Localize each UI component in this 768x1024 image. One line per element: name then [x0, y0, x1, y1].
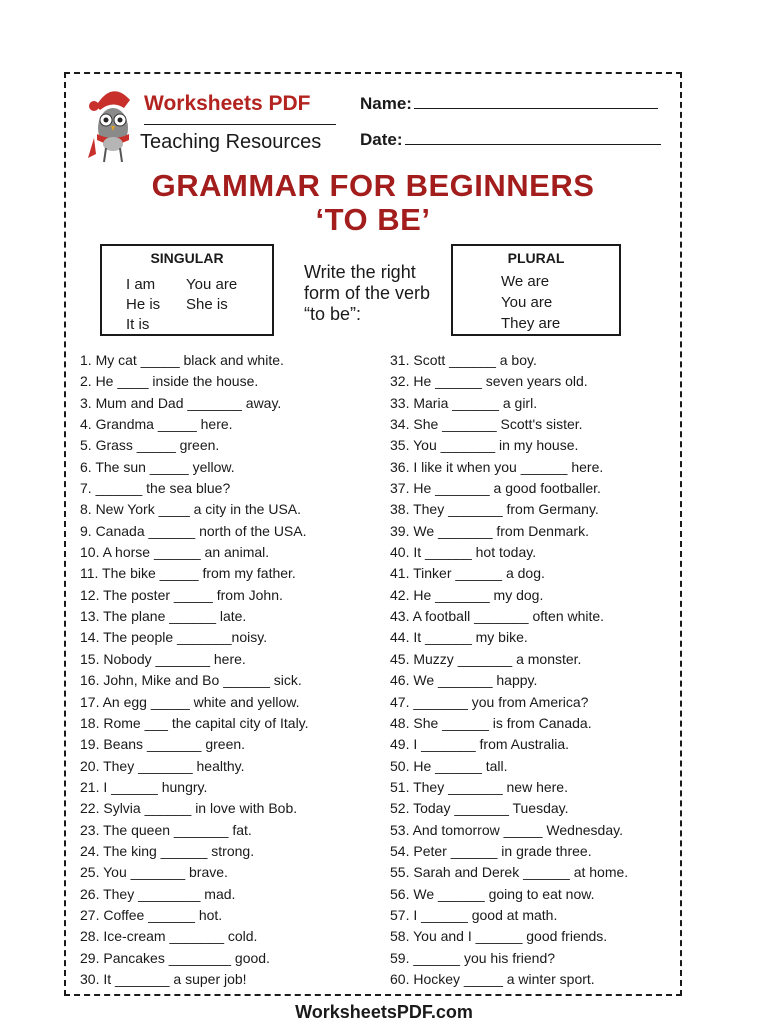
- exercise-item[interactable]: 42. He _______ my dog.: [390, 586, 544, 603]
- date-field[interactable]: [360, 130, 661, 150]
- exercise-item[interactable]: 13. The plane ______ late.: [80, 608, 247, 625]
- exercise-item[interactable]: 52. Today _______ Tuesday.: [390, 800, 569, 817]
- exercise-item[interactable]: 15. Nobody _______ here.: [80, 650, 246, 667]
- exercise-item[interactable]: 11. The bike _____ from my father.: [80, 565, 296, 582]
- exercise-item[interactable]: 12. The poster _____ from John.: [80, 586, 283, 603]
- exercise-item[interactable]: 49. I _______ from Australia.: [390, 736, 569, 753]
- plural-form: They are: [501, 315, 561, 332]
- brand-name: Worksheets PDF: [144, 92, 311, 115]
- page-subtitle: ‘TO BE’: [315, 202, 431, 237]
- date-label: Date:: [360, 130, 403, 149]
- exercise-item[interactable]: 40. It ______ hot today.: [390, 544, 537, 561]
- exercise-item[interactable]: 54. Peter ______ in grade three.: [390, 842, 592, 859]
- page-title: GRAMMAR FOR BEGINNERS: [151, 168, 595, 203]
- footer-url: WorksheetsPDF.com: [295, 1002, 473, 1022]
- exercise-item[interactable]: 58. You and I ______ good friends.: [390, 928, 608, 945]
- name-line[interactable]: [414, 94, 658, 109]
- exercise-item[interactable]: 30. It _______ a super job!: [80, 970, 247, 987]
- exercise-item[interactable]: 41. Tinker ______ a dog.: [390, 565, 545, 582]
- exercise-item[interactable]: 16. John, Mike and Bo ______ sick.: [80, 672, 302, 689]
- exercise-item[interactable]: 47. _______ you from America?: [390, 693, 589, 710]
- plural-form: We are: [501, 273, 550, 290]
- exercise-item[interactable]: 33. Maria ______ a girl.: [390, 394, 538, 411]
- exercise-item[interactable]: 20. They _______ healthy.: [80, 757, 245, 774]
- singular-box: [100, 244, 274, 336]
- exercise-item[interactable]: 9. Canada ______ north of the USA.: [80, 522, 307, 539]
- owl-mascot-icon: [84, 84, 140, 166]
- brand-tagline: Teaching Resources: [140, 131, 322, 153]
- brand-divider: [144, 124, 336, 125]
- exercise-item[interactable]: 3. Mum and Dad _______ away.: [80, 394, 282, 411]
- plural-heading: PLURAL: [507, 250, 565, 266]
- exercise-item[interactable]: 4. Grandma _____ here.: [80, 416, 233, 433]
- exercise-item[interactable]: 35. You _______ in my house.: [390, 437, 579, 454]
- exercise-item[interactable]: 8. New York ____ a city in the USA.: [80, 501, 302, 518]
- singular-form: He is: [126, 296, 161, 313]
- exercise-item[interactable]: 36. I like it when you ______ here.: [390, 458, 604, 475]
- exercise-item[interactable]: 59. ______ you his friend?: [390, 949, 556, 966]
- name-field[interactable]: [360, 94, 658, 114]
- exercise-item[interactable]: 5. Grass _____ green.: [80, 437, 220, 454]
- name-label: Name:: [360, 94, 412, 113]
- worksheet-page: [64, 72, 682, 996]
- exercise-item[interactable]: 32. He ______ seven years old.: [390, 373, 588, 390]
- exercise-item[interactable]: 39. We _______ from Denmark.: [390, 522, 589, 539]
- exercise-item[interactable]: 10. A horse ______ an animal.: [80, 544, 270, 561]
- exercise-item[interactable]: 14. The people _______noisy.: [80, 629, 268, 646]
- singular-heading: SINGULAR: [150, 250, 224, 266]
- exercise-item[interactable]: 7. ______ the sea blue?: [80, 480, 231, 497]
- exercise-item[interactable]: 2. He ____ inside the house.: [80, 373, 259, 390]
- exercise-item[interactable]: 6. The sun _____ yellow.: [80, 458, 235, 475]
- exercise-item[interactable]: 31. Scott ______ a boy.: [390, 352, 537, 368]
- exercise-item[interactable]: 25. You _______ brave.: [80, 864, 228, 881]
- exercise-item[interactable]: 21. I ______ hungry.: [80, 778, 208, 795]
- exercise-item[interactable]: 34. She _______ Scott's sister.: [390, 416, 583, 433]
- plural-form: You are: [501, 294, 553, 311]
- plural-box: [451, 244, 621, 336]
- exercise-item[interactable]: 43. A football _______ often white.: [390, 608, 605, 625]
- exercise-list-right: [390, 350, 628, 990]
- exercise-item[interactable]: 51. They _______ new here.: [390, 778, 568, 795]
- exercise-item[interactable]: 24. The king ______ strong.: [80, 842, 255, 859]
- exercise-item[interactable]: 17. An egg _____ white and yellow.: [80, 693, 300, 710]
- instructions: Write the right form of the verb “to be”:: [304, 262, 431, 324]
- exercise-item[interactable]: 56. We ______ going to eat now.: [390, 885, 595, 902]
- exercise-item[interactable]: 38. They _______ from Germany.: [390, 501, 599, 518]
- exercise-item[interactable]: 27. Coffee ______ hot.: [80, 906, 223, 923]
- exercise-item[interactable]: 37. He _______ a good footballer.: [390, 480, 601, 497]
- exercise-item[interactable]: 18. Rome ___ the capital city of Italy.: [80, 714, 309, 731]
- exercise-item[interactable]: 26. They ________ mad.: [80, 885, 236, 902]
- exercise-item[interactable]: 22. Sylvia ______ in love with Bob.: [80, 800, 298, 817]
- singular-form: You are: [186, 276, 238, 293]
- exercise-item[interactable]: 23. The queen _______ fat.: [80, 821, 252, 838]
- exercise-item[interactable]: 45. Muzzy _______ a monster.: [390, 650, 582, 667]
- exercise-item[interactable]: 50. He ______ tall.: [390, 757, 508, 774]
- exercise-item[interactable]: 44. It ______ my bike.: [390, 629, 528, 646]
- exercise-item[interactable]: 28. Ice-cream _______ cold.: [80, 928, 258, 945]
- singular-form: I am: [126, 276, 156, 293]
- exercise-item[interactable]: 55. Sarah and Derek ______ at home.: [390, 864, 629, 881]
- exercise-item[interactable]: 53. And tomorrow _____ Wednesday.: [390, 821, 623, 838]
- exercise-item[interactable]: 19. Beans _______ green.: [80, 736, 246, 753]
- date-line[interactable]: [405, 130, 661, 145]
- exercise-item[interactable]: 60. Hockey _____ a winter sport.: [390, 970, 595, 987]
- exercise-item[interactable]: 46. We _______ happy.: [390, 672, 538, 689]
- singular-form: She is: [186, 296, 228, 313]
- singular-form: It is: [126, 316, 150, 333]
- exercise-item[interactable]: 48. She ______ is from Canada.: [390, 714, 592, 731]
- exercise-item[interactable]: 1. My cat _____ black and white.: [80, 352, 284, 368]
- exercise-list-left: [80, 350, 309, 990]
- exercise-item[interactable]: 57. I ______ good at math.: [390, 906, 558, 923]
- exercise-item[interactable]: 29. Pancakes ________ good.: [80, 949, 270, 966]
